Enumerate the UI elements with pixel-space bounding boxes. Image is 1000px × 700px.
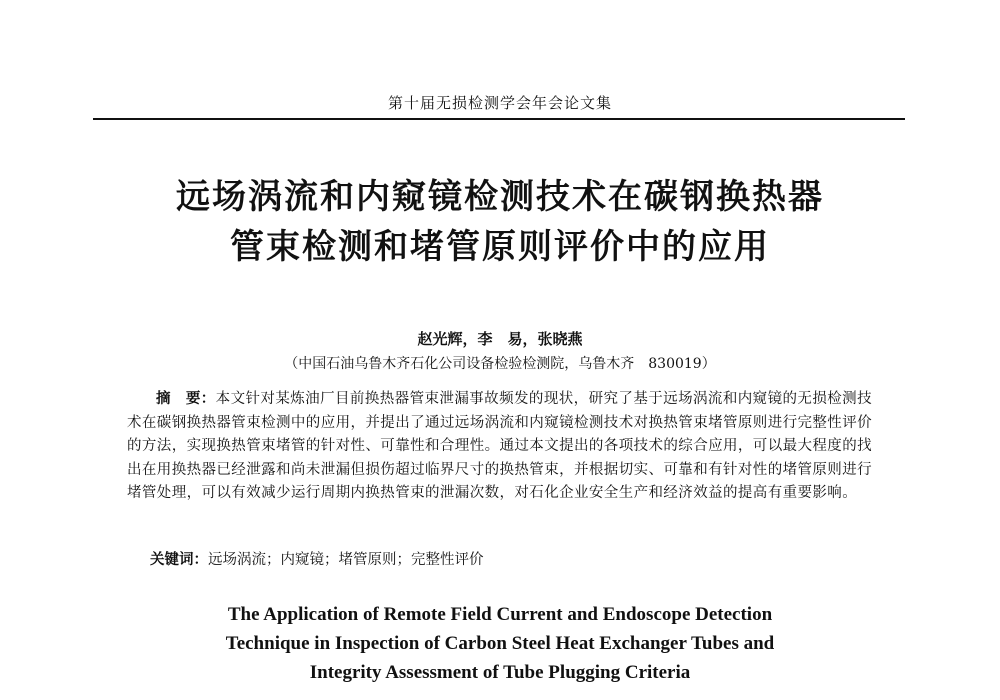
keywords-label: 关键词： <box>150 552 208 568</box>
english-title-line-1: The Application of Remote Field Current and Endoscope Detection <box>227 604 773 625</box>
english-title-line-2: Technique in Inspection of Carbon Steel Heat Exchanger Tubes and <box>225 633 775 654</box>
abstract-text: 本文针对某炼油厂目前换热器管束泄漏事故频发的现状，研究了基于远场涡流和内窥镜的无损检测技术在碳钢换热器管束检测中的应用，并提出了通过远场涡流和内窥镜检测技术对换热管束堵管原则进行完整性评价的方法，实现换热管束堵管的针对性、可靠性和合理性。通过本文提出的各项技术的综合应用，可以最大程度的找出在用换热器已经泄露和尚未泄漏但损伤超过临界尺寸的换热管束，并根据切实、可靠和有针对性的堵管原则进行堵管处理，可以有效减少运行周期内换热管束的泄漏次数，对石化企业安全生产和经济效益的提高有重要影响。 <box>127 391 872 501</box>
english-title-line-3: Integrity Assessment of Tube Plugging Criteria <box>309 662 691 683</box>
header-rule <box>93 118 905 120</box>
title-line-2: 管束检测和堵管原则评价中的应用 <box>230 227 770 267</box>
english-title <box>0 600 1000 687</box>
running-head: 第十届无损检测学会年会论文集 <box>387 94 612 112</box>
title-line-1: 远场涡流和内窥镜检测技术在碳钢换热器 <box>176 177 824 217</box>
affiliation: （中国石油乌鲁木齐石化公司设备检验检测院，乌鲁木齐 830019） <box>284 356 716 372</box>
abstract <box>127 388 872 506</box>
authors: 赵光辉，李 易，张晓燕 <box>417 330 583 348</box>
keywords-text: 远场涡流；内窥镜；堵管原则；完整性评价 <box>208 552 484 568</box>
keywords <box>150 548 870 569</box>
paper-title <box>0 172 1000 272</box>
abstract-label: 摘 要： <box>156 391 216 407</box>
